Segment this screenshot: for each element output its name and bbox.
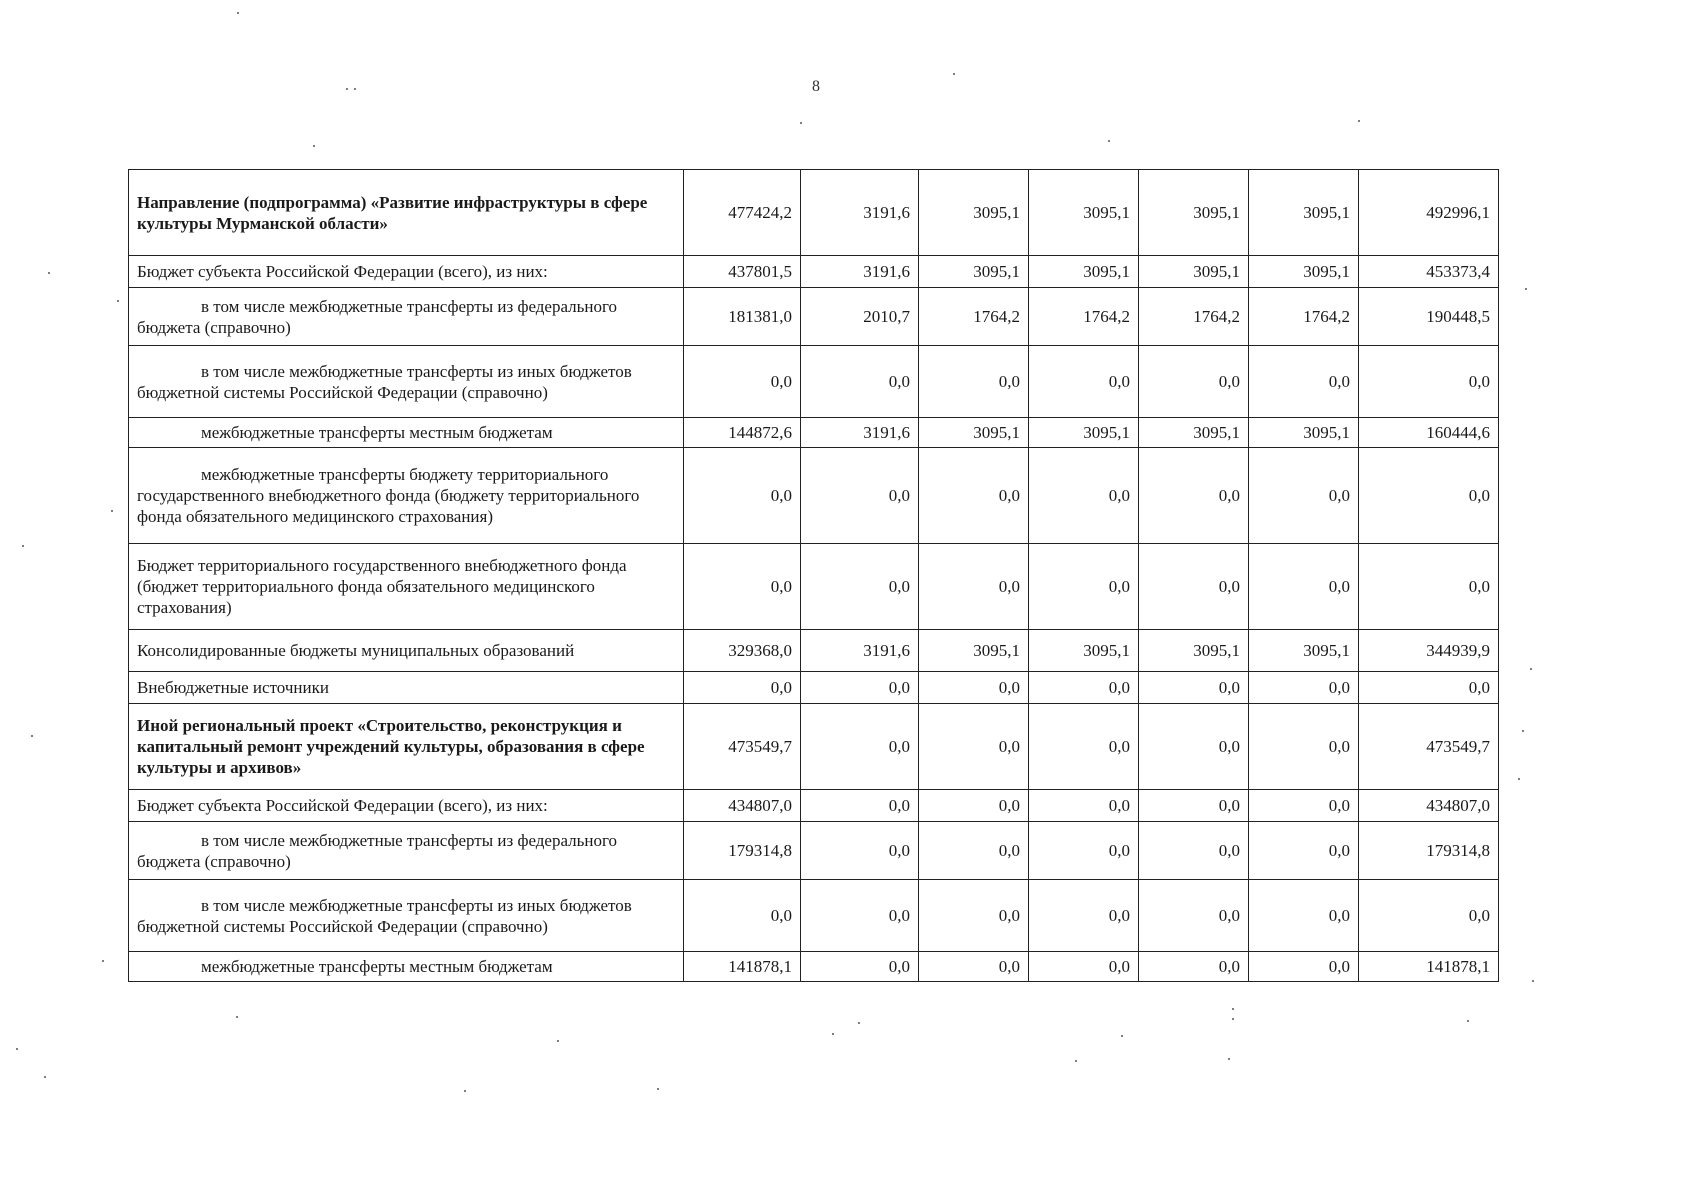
row-value: 2010,7: [801, 288, 919, 346]
table-body: [129, 170, 1499, 982]
row-value: 0,0: [1249, 952, 1359, 982]
row-total-value: 141878,1: [1359, 952, 1499, 982]
row-value: 0,0: [919, 822, 1029, 880]
row-value: 0,0: [919, 448, 1029, 544]
row-value: 0,0: [684, 544, 801, 630]
row-value: 3095,1: [1139, 630, 1249, 672]
row-label: Консолидированные бюджеты муниципальных образований: [129, 630, 684, 672]
row-total-value: 190448,5: [1359, 288, 1499, 346]
row-value: 0,0: [1139, 448, 1249, 544]
row-value: 3095,1: [1249, 418, 1359, 448]
row-value: 3191,6: [801, 630, 919, 672]
row-value: 0,0: [919, 790, 1029, 822]
row-value: 0,0: [1139, 822, 1249, 880]
row-value: 1764,2: [1249, 288, 1359, 346]
row-value: 0,0: [1029, 448, 1139, 544]
row-label: межбюджетные трансферты местным бюджетам: [129, 952, 684, 982]
row-value: 1764,2: [1029, 288, 1139, 346]
row-value: 144872,6: [684, 418, 801, 448]
row-label: межбюджетные трансферты бюджету территориального государственного внебюджетного фонда (бюджету территориального фонда обязательного медицинского страхования): [129, 448, 684, 544]
row-value: 3095,1: [1139, 170, 1249, 256]
row-value: 0,0: [1029, 672, 1139, 704]
row-value: 0,0: [801, 448, 919, 544]
row-value: 3191,6: [801, 170, 919, 256]
table-row: [129, 790, 1499, 822]
table-row: [129, 448, 1499, 544]
row-value: 0,0: [1249, 544, 1359, 630]
table-row: [129, 880, 1499, 952]
row-value: 179314,8: [684, 822, 801, 880]
row-total-value: 0,0: [1359, 346, 1499, 418]
row-value: 3095,1: [1249, 256, 1359, 288]
table-row: [129, 952, 1499, 982]
row-value: 0,0: [1249, 704, 1359, 790]
row-total-value: 473549,7: [1359, 704, 1499, 790]
row-label: Бюджет территориального государственного внебюджетного фонда (бюджет территориального фонда обязательного медицинского страхования): [129, 544, 684, 630]
table-row: [129, 288, 1499, 346]
row-value: 0,0: [801, 952, 919, 982]
row-value: 0,0: [1139, 952, 1249, 982]
row-value: 0,0: [1249, 448, 1359, 544]
row-value: 0,0: [1139, 346, 1249, 418]
row-value: 0,0: [801, 822, 919, 880]
row-value: 3095,1: [1029, 418, 1139, 448]
row-total-value: 0,0: [1359, 672, 1499, 704]
page-number: 8: [812, 78, 820, 95]
row-value: 0,0: [1139, 672, 1249, 704]
row-value: 0,0: [801, 346, 919, 418]
row-value: 0,0: [919, 346, 1029, 418]
row-value: 0,0: [801, 672, 919, 704]
row-value: 473549,7: [684, 704, 801, 790]
row-value: 181381,0: [684, 288, 801, 346]
row-value: 0,0: [919, 880, 1029, 952]
row-total-value: 0,0: [1359, 880, 1499, 952]
row-value: 0,0: [1029, 822, 1139, 880]
table-row: [129, 346, 1499, 418]
row-value: 3095,1: [919, 256, 1029, 288]
row-value: 0,0: [1249, 880, 1359, 952]
row-value: 3191,6: [801, 256, 919, 288]
row-label: Направление (подпрограмма) «Развитие инфраструктуры в сфере культуры Мурманской области»: [129, 170, 684, 256]
row-label: межбюджетные трансферты местным бюджетам: [129, 418, 684, 448]
row-label: в том числе межбюджетные трансферты из федерального бюджета (справочно): [129, 288, 684, 346]
table-row: [129, 672, 1499, 704]
row-value: 0,0: [919, 952, 1029, 982]
row-value: 3095,1: [1249, 630, 1359, 672]
row-value: 0,0: [684, 346, 801, 418]
row-value: 0,0: [801, 880, 919, 952]
row-label: в том числе межбюджетные трансферты из иных бюджетов бюджетной системы Российской Федерации (справочно): [129, 880, 684, 952]
row-value: 3095,1: [1139, 256, 1249, 288]
table-row: [129, 170, 1499, 256]
row-total-value: 344939,9: [1359, 630, 1499, 672]
row-total-value: 453373,4: [1359, 256, 1499, 288]
row-value: 0,0: [801, 790, 919, 822]
row-value: 3095,1: [919, 170, 1029, 256]
table-row: [129, 418, 1499, 448]
row-label: в том числе межбюджетные трансферты из федерального бюджета (справочно): [129, 822, 684, 880]
row-value: 329368,0: [684, 630, 801, 672]
row-total-value: 160444,6: [1359, 418, 1499, 448]
budget-table: [128, 169, 1499, 982]
table-row: [129, 822, 1499, 880]
row-value: 0,0: [1139, 790, 1249, 822]
row-value: 0,0: [1029, 346, 1139, 418]
row-value: 3095,1: [1029, 256, 1139, 288]
row-value: 0,0: [801, 704, 919, 790]
row-value: 3095,1: [1249, 170, 1359, 256]
row-value: 0,0: [1029, 790, 1139, 822]
row-value: 3095,1: [1139, 418, 1249, 448]
row-value: 1764,2: [919, 288, 1029, 346]
row-value: 0,0: [1139, 544, 1249, 630]
row-label: в том числе межбюджетные трансферты из иных бюджетов бюджетной системы Российской Федерации (справочно): [129, 346, 684, 418]
row-total-value: 0,0: [1359, 448, 1499, 544]
table-row: [129, 544, 1499, 630]
row-value: 0,0: [684, 672, 801, 704]
row-value: 0,0: [1139, 880, 1249, 952]
table-row: [129, 256, 1499, 288]
row-label: Иной региональный проект «Строительство, реконструкция и капитальный ремонт учреждений культуры, образования в сфере культуры и архивов»: [129, 704, 684, 790]
row-label: Бюджет субъекта Российской Федерации (всего), из них:: [129, 256, 684, 288]
row-value: 0,0: [1249, 822, 1359, 880]
row-value: 0,0: [684, 448, 801, 544]
row-value: 0,0: [684, 880, 801, 952]
row-value: 0,0: [1029, 544, 1139, 630]
row-value: 0,0: [919, 672, 1029, 704]
row-value: 0,0: [1139, 704, 1249, 790]
table-row: [129, 630, 1499, 672]
row-value: 477424,2: [684, 170, 801, 256]
row-total-value: 179314,8: [1359, 822, 1499, 880]
row-value: 0,0: [919, 704, 1029, 790]
row-total-value: 434807,0: [1359, 790, 1499, 822]
row-value: 3095,1: [919, 418, 1029, 448]
row-total-value: 492996,1: [1359, 170, 1499, 256]
row-value: 0,0: [1249, 346, 1359, 418]
row-value: 0,0: [801, 544, 919, 630]
row-label: Бюджет субъекта Российской Федерации (всего), из них:: [129, 790, 684, 822]
row-value: 1764,2: [1139, 288, 1249, 346]
row-label: Внебюджетные источники: [129, 672, 684, 704]
row-value: 0,0: [919, 544, 1029, 630]
row-value: 434807,0: [684, 790, 801, 822]
row-value: 0,0: [1249, 672, 1359, 704]
row-value: 0,0: [1029, 880, 1139, 952]
row-value: 437801,5: [684, 256, 801, 288]
row-value: 3191,6: [801, 418, 919, 448]
row-value: 0,0: [1029, 952, 1139, 982]
table-row: [129, 704, 1499, 790]
row-value: 0,0: [1249, 790, 1359, 822]
row-value: 3095,1: [1029, 630, 1139, 672]
row-value: 141878,1: [684, 952, 801, 982]
row-total-value: 0,0: [1359, 544, 1499, 630]
row-value: 3095,1: [1029, 170, 1139, 256]
row-value: 3095,1: [919, 630, 1029, 672]
row-value: 0,0: [1029, 704, 1139, 790]
